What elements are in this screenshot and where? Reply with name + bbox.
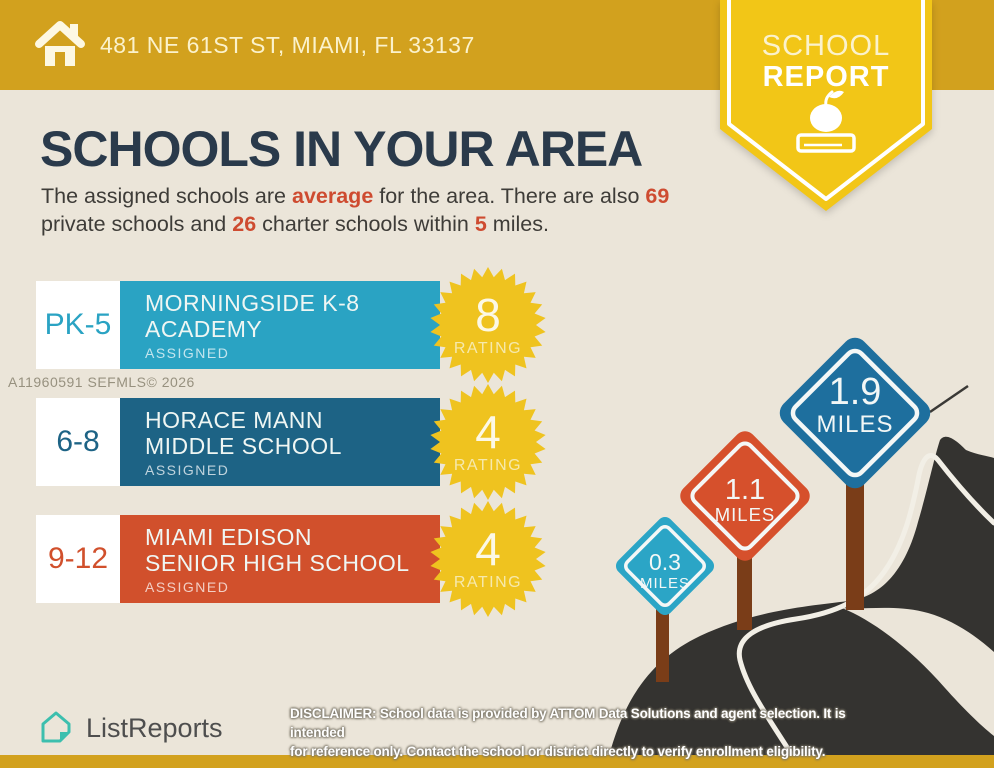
sign-distance: 1.9 (828, 371, 882, 413)
listreports-logo (36, 708, 223, 748)
sign-distance: 0.3 (649, 549, 681, 575)
grade-range-box (36, 281, 120, 369)
intro-text: private schools and (41, 212, 233, 236)
sign-post-far (846, 475, 864, 610)
sign-unit: MILES (714, 504, 776, 525)
school-name: MORNINGSIDE K-8 ACADEMY (145, 289, 360, 342)
school-name: MIAMI EDISON SENIOR HIGH SCHOOL (145, 523, 410, 576)
school-bar (120, 398, 440, 486)
disclaimer-line1: DISCLAIMER: School data is provided by ATTOM Data Solutions and agent selection. It is intended (290, 706, 846, 740)
intro-text: for the area. There are also (373, 184, 646, 208)
horizon-line (930, 386, 968, 412)
grade-range-box (36, 515, 120, 603)
listreports-wordmark: ListReports (86, 712, 223, 743)
school-name: HORACE MANN MIDDLE SCHOOL (145, 406, 342, 459)
grade-range: 9-12 (47, 542, 109, 575)
school-report-ribbon (718, 0, 934, 216)
rating-value: 4 (475, 406, 501, 458)
rating-value: 8 (475, 289, 501, 341)
house-icon (34, 18, 86, 70)
grade-range: 6-8 (56, 425, 100, 458)
sign-unit: MILES (816, 411, 894, 438)
grade-range-box (36, 398, 120, 486)
disclaimer-line2: for reference only. Contact the school or district directly to verify enrollment eligibility. (290, 744, 826, 759)
sign-unit: MILES (639, 575, 691, 592)
intro-text: The assigned schools are (41, 184, 292, 208)
rating-label: RATING (453, 340, 523, 357)
intro-text: miles. (486, 212, 549, 236)
rating-label: RATING (453, 457, 523, 474)
disclaimer-text (290, 704, 890, 761)
intro-highlight-average: average (291, 184, 374, 208)
intro-highlight-miles: 5 (474, 212, 487, 236)
school-status: ASSIGNED (145, 578, 230, 595)
mls-watermark: A11960591 SEFMLS© 2026 (8, 374, 195, 390)
distance-sign-near (613, 514, 718, 619)
rating-label: RATING (453, 574, 523, 591)
sign-distance: 1.1 (724, 474, 766, 506)
rating-badge (426, 497, 550, 621)
intro-text: charter schools within (256, 212, 475, 236)
rating-badge (426, 380, 550, 504)
intro-highlight-private-count: 69 (645, 184, 670, 208)
school-bar (120, 515, 440, 603)
ribbon-line2: REPORT (762, 61, 890, 93)
grade-range: PK-5 (44, 308, 112, 341)
intro-highlight-charter-count: 26 (232, 212, 257, 236)
school-row-high (36, 515, 556, 603)
school-row-elementary (36, 281, 556, 369)
school-row-middle (36, 398, 556, 486)
rating-value: 4 (475, 523, 501, 575)
property-address: 481 NE 61ST ST, MIAMI, FL 33137 (100, 31, 475, 58)
school-bar (120, 281, 440, 369)
listreports-icon (36, 708, 76, 748)
distance-sign-mid (676, 427, 815, 566)
intro-paragraph (41, 182, 721, 238)
school-status: ASSIGNED (145, 461, 230, 478)
distance-sign-far (774, 332, 935, 493)
school-status: ASSIGNED (145, 344, 230, 361)
page-title: SCHOOLS IN YOUR AREA (40, 121, 643, 177)
ribbon-line1: SCHOOL (761, 30, 891, 62)
rating-badge (426, 263, 550, 387)
